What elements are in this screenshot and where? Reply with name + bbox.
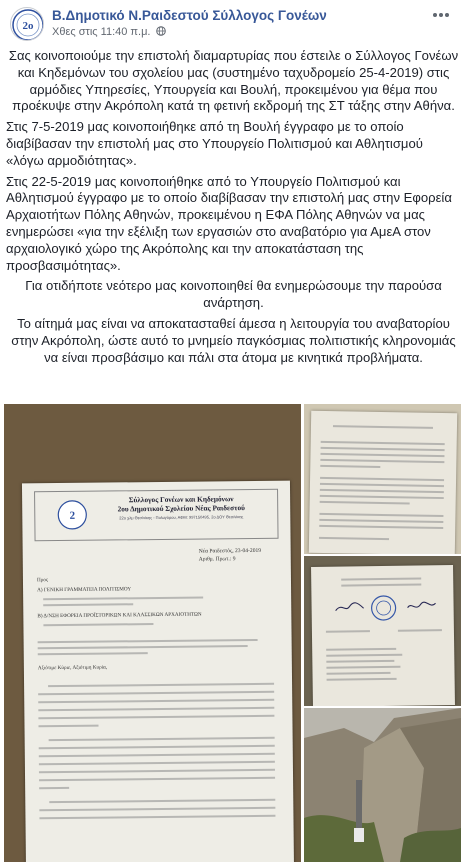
text-line — [320, 501, 410, 505]
text-line — [320, 459, 444, 463]
text-line — [43, 603, 133, 606]
text-line — [320, 483, 444, 487]
post-paragraph: Στις 22-5-2019 μας κοινοποιήθηκε από το Υπουργείο Πολιτισμού και Αθλητισμού έγγραφο με το οποίο διαβίβασαν την επιστολή μας στην Εφορεία Αρχαιοτήτων Πόλης Αθηνών, προκειμένου η ΕΦΑ Πόλης Αθηνών να μας ενημερώσει «για την εξέλιξη των εργασιών στο αναβατόριο για ΑμεΑ στον αρχαιολογικό χώρο της Ακρόπολης και την αποκατάσταση της προσβασιμότητας». — [6, 173, 452, 273]
letterhead — [34, 489, 279, 542]
page-photo-3[interactable] — [304, 556, 461, 706]
text-line — [38, 707, 274, 711]
text-line — [39, 745, 275, 749]
letterhead-title — [87, 494, 275, 514]
text-line — [39, 769, 275, 773]
letter-photo[interactable] — [4, 404, 301, 862]
letter-sheet — [22, 481, 294, 862]
letter-to-label: Προς — [36, 577, 48, 584]
page-photo-2[interactable] — [304, 404, 461, 554]
text-line — [320, 465, 380, 468]
school-logo-icon — [55, 498, 89, 532]
text-line — [326, 630, 370, 633]
text-line — [326, 666, 400, 669]
text-line — [43, 597, 203, 601]
text-line — [341, 583, 421, 586]
page-avatar[interactable] — [10, 7, 44, 41]
text-line — [38, 715, 274, 719]
text-line — [320, 477, 444, 481]
photo-paper — [311, 565, 455, 706]
text-line — [319, 519, 443, 523]
text-line — [321, 441, 445, 445]
text-line — [320, 495, 444, 499]
signature-icon — [334, 600, 366, 614]
acropolis-lift-photo[interactable] — [304, 708, 461, 862]
acropolis-rock-image — [304, 708, 461, 862]
text-line — [333, 425, 433, 429]
school-logo-icon — [11, 8, 44, 41]
post-paragraph: Στις 7-5-2019 μας κοινοποιήθηκε από τη Βουλή έγγραφο με το οποίο διαβίβασαν την επιστολή μας στο Υπουργείο Πολιτισμού και Αθλητισμού «λόγω αρμοδιότητας». — [6, 119, 423, 168]
text-line — [38, 725, 98, 728]
text-line — [38, 652, 148, 655]
svg-text:2: 2 — [69, 509, 76, 522]
signature-icon — [405, 599, 437, 613]
text-line — [327, 678, 397, 681]
text-line — [39, 815, 275, 819]
letter-recipient-b: Β) Δ/ΝΣΗ ΕΦΟΡΕΙΑ ΠΡΟΪΣΤΟΡΙΚΩΝ ΚΑΙ ΚΛΑΣΣΙΚΩΝ ΑΡΧΑΙΟΤΗΤΩΝ — [37, 611, 202, 620]
text-line — [39, 753, 275, 757]
photo-paper — [309, 411, 457, 554]
text-line — [49, 737, 275, 741]
text-line — [319, 525, 443, 529]
post-timestamp[interactable]: Χθες στις 11:40 π.μ. — [52, 26, 151, 38]
text-line — [43, 623, 153, 626]
post-text — [6, 48, 461, 370]
text-line — [341, 577, 421, 580]
post-paragraph: Σας κοινοποιούμε την επιστολή διαμαρτυρίας που έστειλε ο Σύλλογος Γονέων και Κηδεμόνων του σχολείου μας (συστημένο ταχυδρομείο 25-4-2019) στις αρμόδιες Υπηρεσίες, Υπουργεία και Βουλή, προκειμένου για θέμα που προέκυψε στην Ακρόπολη κατά τη φετινή εκδρομή της ΣΤ τάξης στην Αθήνα. — [8, 48, 459, 114]
letterhead-line-1: Σύλλογος Γονέων και Κηδεμόνων — [128, 494, 234, 505]
ellipsis-icon[interactable] — [431, 8, 451, 22]
text-line — [39, 777, 275, 781]
letter-greeting: Αξιότιμε Κύριε, Αξιότιμη Κυρία, — [37, 664, 108, 672]
globe-icon[interactable] — [156, 26, 166, 36]
text-line — [38, 639, 258, 643]
avatar-logo-text: 2ο — [22, 20, 34, 32]
post-meta — [52, 26, 166, 38]
school-stamp-icon — [369, 594, 397, 622]
page-name-link[interactable]: Β.Δημοτικό Ν.Ραιδεστού Σύλλογος Γονέων — [52, 8, 327, 23]
text-line — [326, 648, 396, 651]
letterhead-address: 22ο χλμ Θεσ/νίκης - Πολυγύρου, ΑΦΜ: 997150495, 2ο ΔΟΥ Θεσ/νίκης — [119, 514, 244, 521]
post-paragraph: Για οτιδήποτε νεότερο μας κοινοποιηθεί θα ενημερώσουμε την παρούσα ανάρτηση. — [25, 278, 442, 311]
text-line — [326, 660, 394, 663]
post-header — [0, 0, 465, 44]
text-line — [320, 453, 444, 457]
text-line — [319, 513, 443, 517]
text-line — [39, 787, 69, 789]
letter-date-block — [199, 547, 262, 564]
letter-protocol: Αριθμ. Πρωτ.: 9 — [198, 556, 236, 563]
letterhead-line-2: 2ου Δημοτικού Σχολείου Νέας Ραιδεστού — [117, 503, 245, 514]
text-line — [39, 807, 275, 811]
text-line — [326, 654, 402, 657]
text-line — [38, 699, 274, 703]
text-line — [327, 672, 391, 675]
letter-recipient-a: Α) ΓΕΝΙΚΗ ΓΡΑΜΜΑΤΕΙΑ ΠΟΛΙΤΙΣΜΟΥ — [37, 586, 132, 594]
photo-grid — [4, 404, 461, 862]
text-line — [321, 447, 445, 451]
text-line — [38, 645, 248, 649]
text-line — [398, 629, 442, 632]
text-line — [320, 489, 444, 493]
post-paragraph: Το αίτημά μας είναι να αποκατασταθεί άμεσα η λειτουργία του αναβατορίου στην Ακρόπολη, ώστε αυτό το μνημείο παγκόσμιας πολιτιστικής κληρονομιάς να είναι προσβάσιμο και πάλι στα άτομα με κινητικά προβλήματα. — [11, 315, 456, 365]
text-line — [48, 683, 274, 687]
text-line — [38, 691, 274, 695]
text-line — [319, 537, 389, 540]
text-line — [49, 799, 275, 803]
letter-date: Νέα Ραιδεστός, 23-04-2019 — [198, 547, 262, 555]
text-line — [39, 761, 275, 765]
